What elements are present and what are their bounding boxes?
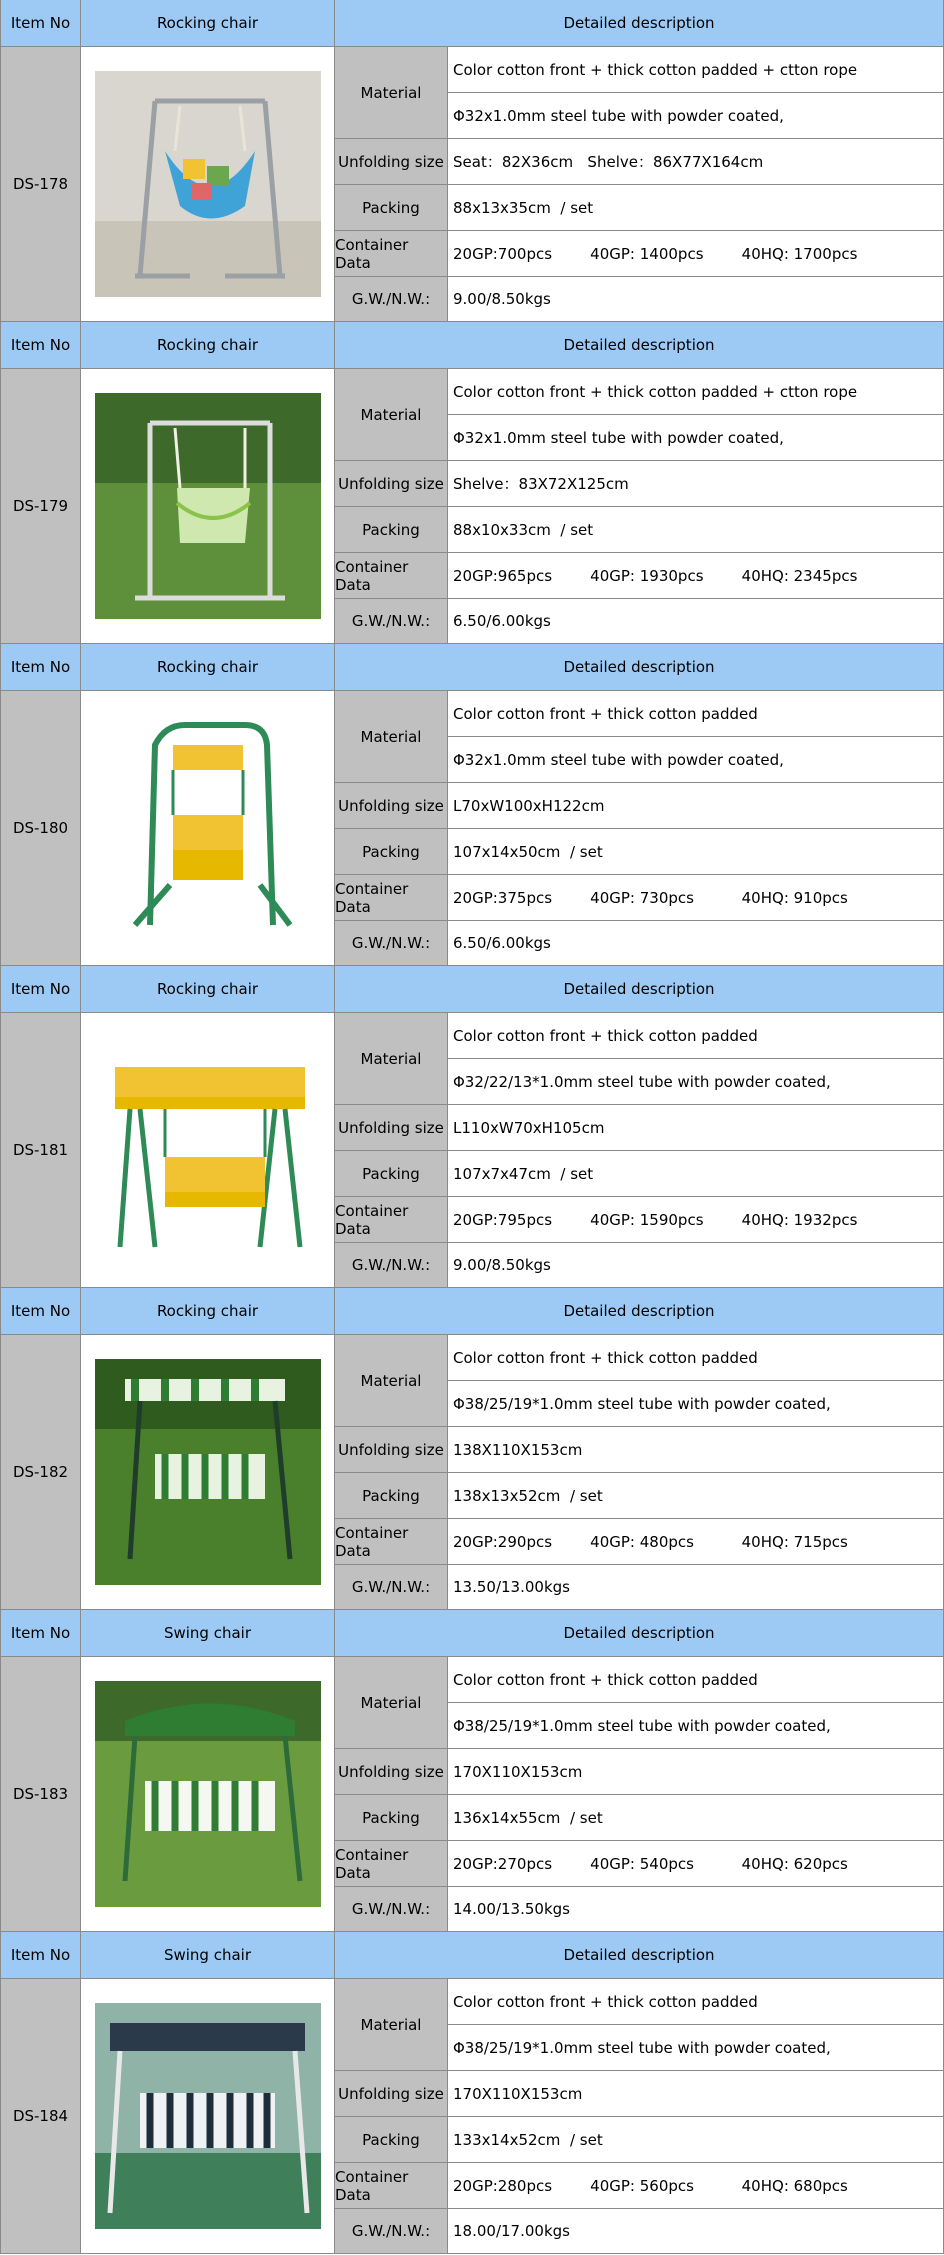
unfolding-size-label: Unfolding size: [335, 1749, 448, 1795]
material-label: Material: [335, 369, 448, 461]
product-photo: [95, 393, 321, 619]
weight-label: G.W./N.W.:: [335, 599, 448, 644]
container-data-value: 20GP:965pcs 40GP: 1930pcs 40HQ: 2345pcs: [448, 553, 944, 599]
material-line-2: Φ32/22/13*1.0mm steel tube with powder coated,: [448, 1059, 944, 1105]
material-line-2: Φ38/25/19*1.0mm steel tube with powder coated,: [448, 2025, 944, 2071]
weight-value: 9.00/8.50kgs: [448, 277, 944, 322]
material-line-1: Color cotton front + thick cotton padded: [448, 1979, 944, 2025]
item-no-header: Item No: [0, 1288, 81, 1335]
product-block: [0, 1610, 944, 1932]
container-data-label: Container Data: [335, 231, 448, 277]
product-block: [0, 1288, 944, 1610]
weight-value: 9.00/8.50kgs: [448, 1243, 944, 1288]
product-block: [0, 0, 944, 322]
weight-label: G.W./N.W.:: [335, 1565, 448, 1610]
container-data-label: Container Data: [335, 2163, 448, 2209]
unfolding-size-value: L70xW100xH122cm: [448, 783, 944, 829]
category-header: Swing chair: [81, 1932, 335, 1979]
category-header: Swing chair: [81, 1610, 335, 1657]
packing-label: Packing: [335, 1151, 448, 1197]
unfolding-size-value: L110xW70xH105cm: [448, 1105, 944, 1151]
item-no-header: Item No: [0, 0, 81, 47]
unfolding-size-label: Unfolding size: [335, 1105, 448, 1151]
material-line-1: Color cotton front + thick cotton padded: [448, 1013, 944, 1059]
weight-label: G.W./N.W.:: [335, 1243, 448, 1288]
item-number: DS-181: [0, 1013, 81, 1288]
packing-value: 107x7x47cm / set: [448, 1151, 944, 1197]
product-photo: [95, 1681, 321, 1907]
weight-label: G.W./N.W.:: [335, 2209, 448, 2254]
material-label: Material: [335, 47, 448, 139]
unfolding-size-label: Unfolding size: [335, 139, 448, 185]
description-header: Detailed description: [335, 1932, 944, 1979]
item-number: DS-183: [0, 1657, 81, 1932]
product-block: [0, 644, 944, 966]
container-data-value: 20GP:375pcs 40GP: 730pcs 40HQ: 910pcs: [448, 875, 944, 921]
material-line-1: Color cotton front + thick cotton padded: [448, 1335, 944, 1381]
material-line-1: Color cotton front + thick cotton padded + ctton rope: [448, 369, 944, 415]
item-number: DS-179: [0, 369, 81, 644]
product-block: [0, 1932, 944, 2254]
packing-value: 138x13x52cm / set: [448, 1473, 944, 1519]
item-no-header: Item No: [0, 1932, 81, 1979]
unfolding-size-value: Seat：82X36cm Shelve：86X77X164cm: [448, 139, 944, 185]
product-photo: [95, 1037, 321, 1263]
material-line-2: Φ32x1.0mm steel tube with powder coated,: [448, 415, 944, 461]
material-label: Material: [335, 1979, 448, 2071]
material-line-2: Φ38/25/19*1.0mm steel tube with powder coated,: [448, 1381, 944, 1427]
description-header: Detailed description: [335, 1288, 944, 1335]
category-header: Rocking chair: [81, 966, 335, 1013]
unfolding-size-label: Unfolding size: [335, 783, 448, 829]
item-no-header: Item No: [0, 966, 81, 1013]
category-header: Rocking chair: [81, 1288, 335, 1335]
unfolding-size-label: Unfolding size: [335, 1427, 448, 1473]
item-no-header: Item No: [0, 644, 81, 691]
unfolding-size-value: 170X110X153cm: [448, 2071, 944, 2117]
product-photo: [95, 2003, 321, 2229]
material-line-1: Color cotton front + thick cotton padded: [448, 1657, 944, 1703]
weight-value: 14.00/13.50kgs: [448, 1887, 944, 1932]
product-photo-cell: [81, 1657, 335, 1932]
material-line-2: Φ32x1.0mm steel tube with powder coated,: [448, 93, 944, 139]
material-line-2: Φ38/25/19*1.0mm steel tube with powder coated,: [448, 1703, 944, 1749]
weight-value: 18.00/17.00kgs: [448, 2209, 944, 2254]
category-header: Rocking chair: [81, 644, 335, 691]
container-data-label: Container Data: [335, 1197, 448, 1243]
container-data-label: Container Data: [335, 1841, 448, 1887]
product-photo-cell: [81, 1979, 335, 2254]
unfolding-size-value: 170X110X153cm: [448, 1749, 944, 1795]
packing-label: Packing: [335, 507, 448, 553]
product-photo: [95, 1359, 321, 1585]
category-header: Rocking chair: [81, 322, 335, 369]
packing-label: Packing: [335, 829, 448, 875]
product-block: [0, 322, 944, 644]
material-label: Material: [335, 1013, 448, 1105]
weight-value: 6.50/6.00kgs: [448, 599, 944, 644]
container-data-value: 20GP:280pcs 40GP: 560pcs 40HQ: 680pcs: [448, 2163, 944, 2209]
description-header: Detailed description: [335, 1610, 944, 1657]
item-number: DS-180: [0, 691, 81, 966]
unfolding-size-label: Unfolding size: [335, 2071, 448, 2117]
container-data-value: 20GP:700pcs 40GP: 1400pcs 40HQ: 1700pcs: [448, 231, 944, 277]
container-data-value: 20GP:290pcs 40GP: 480pcs 40HQ: 715pcs: [448, 1519, 944, 1565]
weight-label: G.W./N.W.:: [335, 921, 448, 966]
packing-value: 136x14x55cm / set: [448, 1795, 944, 1841]
product-block: [0, 966, 944, 1288]
packing-label: Packing: [335, 185, 448, 231]
item-number: DS-182: [0, 1335, 81, 1610]
item-number: DS-184: [0, 1979, 81, 2254]
weight-value: 13.50/13.00kgs: [448, 1565, 944, 1610]
packing-value: 88x13x35cm / set: [448, 185, 944, 231]
description-header: Detailed description: [335, 966, 944, 1013]
container-data-label: Container Data: [335, 553, 448, 599]
weight-label: G.W./N.W.:: [335, 277, 448, 322]
item-no-header: Item No: [0, 1610, 81, 1657]
container-data-label: Container Data: [335, 1519, 448, 1565]
unfolding-size-label: Unfolding size: [335, 461, 448, 507]
packing-label: Packing: [335, 2117, 448, 2163]
item-no-header: Item No: [0, 322, 81, 369]
product-photo: [95, 715, 321, 941]
container-data-label: Container Data: [335, 875, 448, 921]
packing-label: Packing: [335, 1473, 448, 1519]
material-label: Material: [335, 1657, 448, 1749]
material-line-2: Φ32x1.0mm steel tube with powder coated,: [448, 737, 944, 783]
product-photo-cell: [81, 369, 335, 644]
material-line-1: Color cotton front + thick cotton padded: [448, 691, 944, 737]
container-data-value: 20GP:270pcs 40GP: 540pcs 40HQ: 620pcs: [448, 1841, 944, 1887]
description-header: Detailed description: [335, 644, 944, 691]
category-header: Rocking chair: [81, 0, 335, 47]
description-header: Detailed description: [335, 0, 944, 47]
container-data-value: 20GP:795pcs 40GP: 1590pcs 40HQ: 1932pcs: [448, 1197, 944, 1243]
product-photo-cell: [81, 1335, 335, 1610]
description-header: Detailed description: [335, 322, 944, 369]
material-line-1: Color cotton front + thick cotton padded + ctton rope: [448, 47, 944, 93]
packing-value: 107x14x50cm / set: [448, 829, 944, 875]
packing-value: 88x10x33cm / set: [448, 507, 944, 553]
unfolding-size-value: 138X110X153cm: [448, 1427, 944, 1473]
weight-value: 6.50/6.00kgs: [448, 921, 944, 966]
material-label: Material: [335, 1335, 448, 1427]
product-photo-cell: [81, 47, 335, 322]
material-label: Material: [335, 691, 448, 783]
packing-label: Packing: [335, 1795, 448, 1841]
product-photo-cell: [81, 691, 335, 966]
unfolding-size-value: Shelve：83X72X125cm: [448, 461, 944, 507]
product-photo: [95, 71, 321, 297]
weight-label: G.W./N.W.:: [335, 1887, 448, 1932]
item-number: DS-178: [0, 47, 81, 322]
product-photo-cell: [81, 1013, 335, 1288]
packing-value: 133x14x52cm / set: [448, 2117, 944, 2163]
